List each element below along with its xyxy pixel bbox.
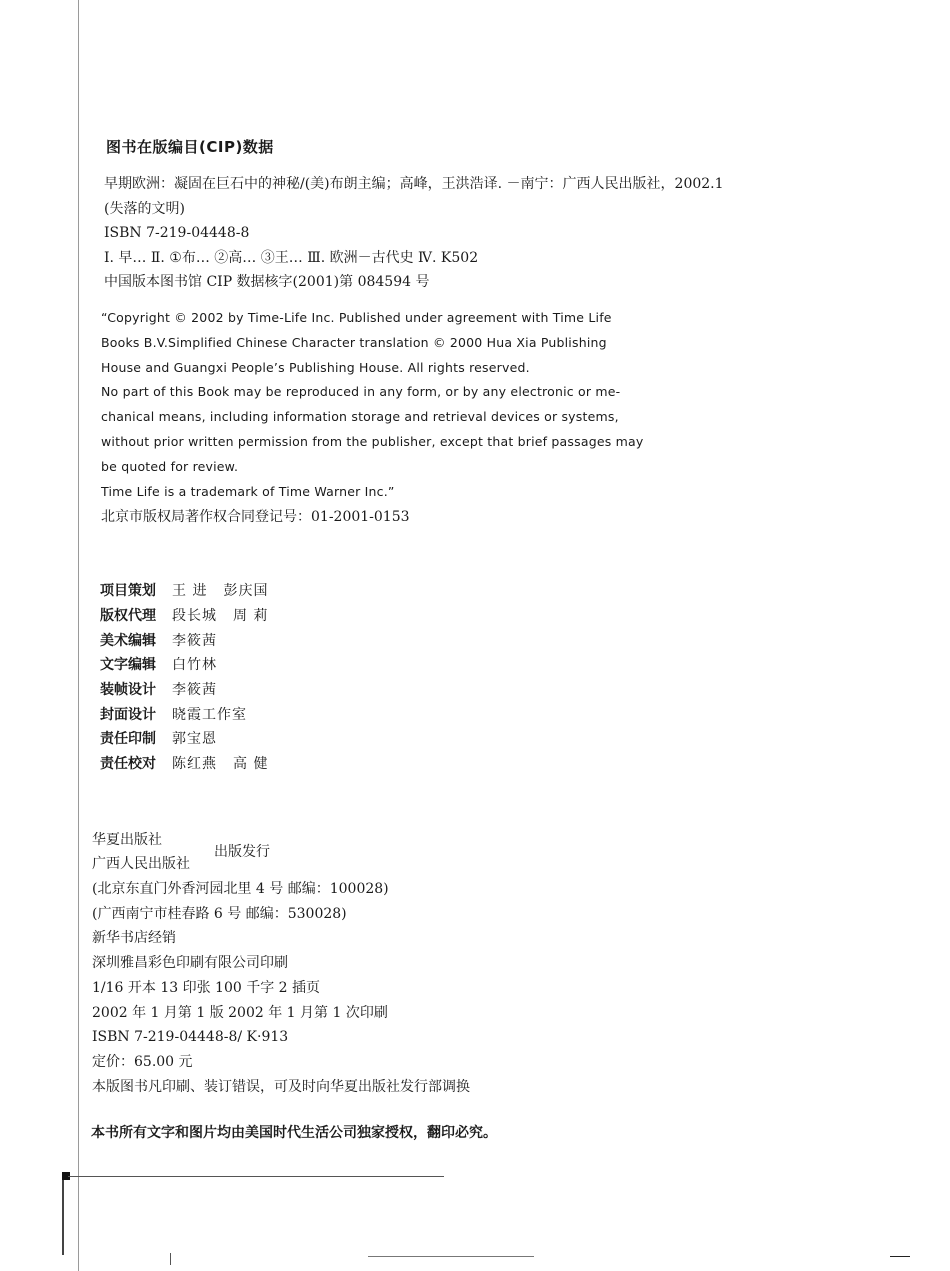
credit-names (172, 654, 233, 674)
credit-names (172, 753, 284, 773)
copyright-line: chanical means, including information storage and retrieval devices or systems, (101, 409, 619, 425)
copyright-line: without prior written permission from the publisher, except that brief passages may (101, 433, 644, 449)
credit-row (100, 652, 284, 677)
copyright-line: House and Guangxi People’s Publishing House. All rights reserved. (101, 359, 530, 375)
footer-line (368, 1256, 534, 1257)
credit-name: 李筱茜 (172, 632, 217, 649)
publishers (92, 828, 692, 877)
credit-name: 段长城 (172, 608, 217, 625)
publisher-name: 广西人民出版社 (92, 856, 190, 872)
credit-role: 装帧设计 (100, 682, 156, 699)
credit-name: 王 进 (172, 583, 208, 600)
credit-role: 版权代理 (100, 608, 156, 625)
credit-name: 周 莉 (233, 608, 269, 625)
copyright-registration: 北京市版权局著作权合同登记号：01-2001-0153 (101, 509, 410, 525)
credit-row (100, 578, 284, 603)
copyright-line: Books B.V.Simplified Chinese Character translation © 2000 Hua Xia Publishing (101, 334, 607, 350)
credit-name: 陈红燕 (172, 756, 217, 773)
bottom-rule (68, 1176, 444, 1177)
credit-name: 白竹林 (172, 657, 217, 674)
scan-edge-left (78, 0, 79, 1271)
credit-names (172, 728, 233, 748)
pub-line: 1/16 开本 13 印张 100 千字 2 插页 (92, 979, 321, 996)
credit-role: 责任校对 (100, 756, 156, 773)
credit-names (172, 704, 263, 724)
credit-name: 彭庆国 (223, 583, 269, 600)
credit-name: 郭宝恩 (172, 731, 217, 748)
copyright-line: Time Life is a trademark of Time Warner Inc.” (101, 483, 395, 499)
copyright-line: No part of this Book may be reproduced in any form, or by any electronic or me- (101, 384, 621, 400)
pub-line: (广西南宁市桂春路 6 号 邮编：530028) (92, 905, 347, 922)
pub-line: ISBN 7-219-04448-8/ K·913 (92, 1029, 289, 1046)
cip-record (104, 172, 804, 295)
credit-role: 美术编辑 (100, 632, 156, 649)
credit-role: 封面设计 (100, 706, 156, 723)
credit-name: 李筱茜 (172, 682, 217, 699)
pub-line: 定价：65.00 元 (92, 1053, 193, 1070)
footer-line (890, 1256, 910, 1257)
credit-role: 项目策划 (100, 583, 156, 600)
credit-name: 高 健 (233, 756, 269, 773)
cip-line: (失落的文明) (104, 200, 185, 217)
pub-line: 新华书店经销 (92, 930, 176, 947)
copyright-notice (101, 306, 661, 504)
pub-line: 深圳雅昌彩色印刷有限公司印刷 (92, 955, 288, 972)
cip-line: ISBN 7-219-04448-8 (104, 225, 250, 241)
publication-info (92, 828, 692, 1099)
publisher-role: 出版发行 (214, 844, 270, 860)
credits-list (100, 578, 284, 776)
credit-row (100, 751, 284, 776)
credit-row (100, 677, 284, 702)
credit-name: 晓霞工作室 (172, 706, 247, 723)
credit-role: 文字编辑 (100, 657, 156, 674)
copyright-line: be quoted for review. (101, 458, 239, 474)
rights-notice: 本书所有文字和图片均由美国时代生活公司独家授权，翻印必究。 (91, 1125, 497, 1141)
credit-row (100, 726, 284, 751)
pub-line: 2002 年 1 月第 1 版 2002 年 1 月第 1 次印刷 (92, 1004, 388, 1021)
scan-edge-mark (62, 1175, 64, 1255)
scan-artifact (170, 1253, 171, 1265)
credit-row (100, 603, 284, 628)
credit-row (100, 701, 284, 726)
publisher-name: 华夏出版社 (92, 832, 162, 848)
credit-names (172, 630, 233, 650)
cip-line: Ⅰ. 早… Ⅱ. ①布… ②高… ③王… Ⅲ. 欧洲－古代史 Ⅳ. K502 (104, 249, 479, 266)
credit-names (172, 605, 284, 625)
copyright-line: “Copyright © 2002 by Time-Life Inc. Published under agreement with Time Life (101, 310, 612, 325)
cip-line: 早期欧洲：凝固在巨石中的神秘/(美)布朗主编；高峰，王洪浩译. －南宁：广西人民出版社，2002.1 (104, 176, 724, 192)
cip-title: 图书在版编目(CIP)数据 (106, 138, 274, 156)
pub-line: 本版图书凡印刷、装订错误，可及时向华夏出版社发行部调换 (92, 1078, 470, 1095)
credit-names (172, 580, 284, 600)
credit-role: 责任印制 (100, 731, 156, 748)
credit-names (172, 679, 233, 699)
cip-line: 中国版本图书馆 CIP 数据核字(2001)第 084594 号 (104, 274, 430, 290)
pub-line: (北京东直门外香河园北里 4 号 邮编：100028) (92, 881, 389, 897)
credit-row (100, 627, 284, 652)
